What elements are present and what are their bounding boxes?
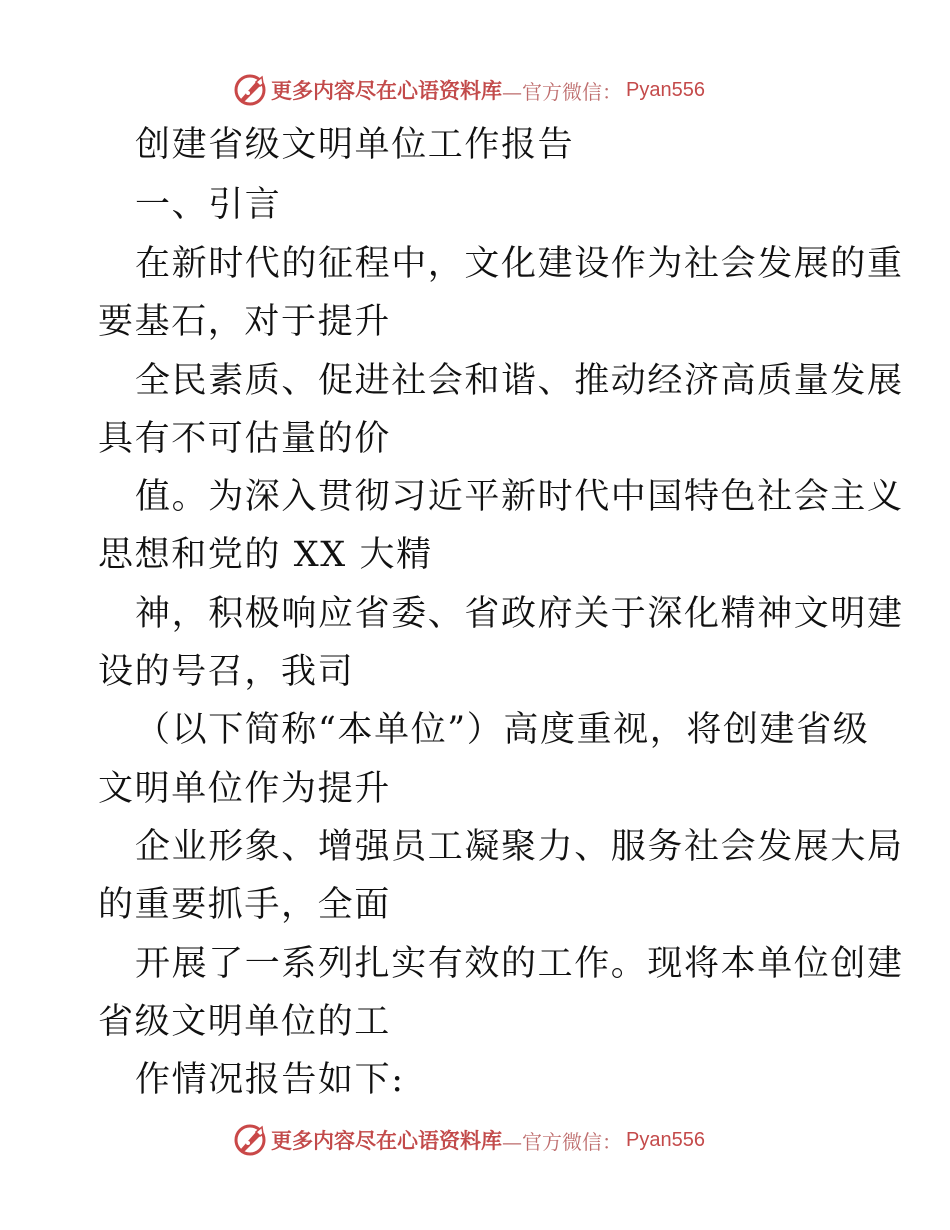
- watermark-separator-text: —官方微信：: [502, 1129, 622, 1154]
- watermark-brand-text: 更多内容尽在心语资料库: [271, 78, 502, 103]
- body-line: 设的号召，我司: [98, 652, 355, 692]
- watermark-account-text: Pyan556: [626, 78, 705, 101]
- body-line: 全民素质、促进社会和谐、推动经济高质量发展: [135, 361, 904, 401]
- body-line: 开展了一系列扎实有效的工作。现将本单位创建: [135, 944, 904, 984]
- body-line: 省级文明单位的工: [98, 1002, 391, 1042]
- document-title: 创建省级文明单位工作报告: [135, 125, 575, 165]
- section-heading: 一、引言: [135, 185, 282, 225]
- body-line: 文明单位作为提升: [98, 769, 391, 809]
- watermark-account-text: Pyan556: [626, 1128, 705, 1151]
- body-line: 的重要抓手，全面: [98, 885, 391, 925]
- body-line: 神，积极响应省委、省政府关于深化精神文明建: [135, 594, 904, 634]
- body-line: 在新时代的征程中，文化建设作为社会发展的重: [135, 244, 904, 284]
- watermark-banner-bottom: [233, 1120, 705, 1160]
- body-line: 思想和党的 XX 大精: [98, 535, 433, 575]
- body-line: 要基石，对于提升: [98, 302, 391, 342]
- quill-pen-logo-icon: [233, 1123, 267, 1157]
- body-line: 作情况报告如下:: [135, 1060, 405, 1100]
- watermark-brand-text: 更多内容尽在心语资料库: [271, 1128, 502, 1153]
- body-line: 企业形象、增强员工凝聚力、服务社会发展大局: [135, 827, 904, 867]
- watermark-separator-text: —官方微信：: [502, 79, 622, 104]
- body-line: 具有不可估量的价: [98, 419, 391, 459]
- body-line: （以下简称“本单位”）高度重视，将创建省级: [135, 710, 870, 750]
- body-line: 值。为深入贯彻习近平新时代中国特色社会主义: [135, 477, 904, 517]
